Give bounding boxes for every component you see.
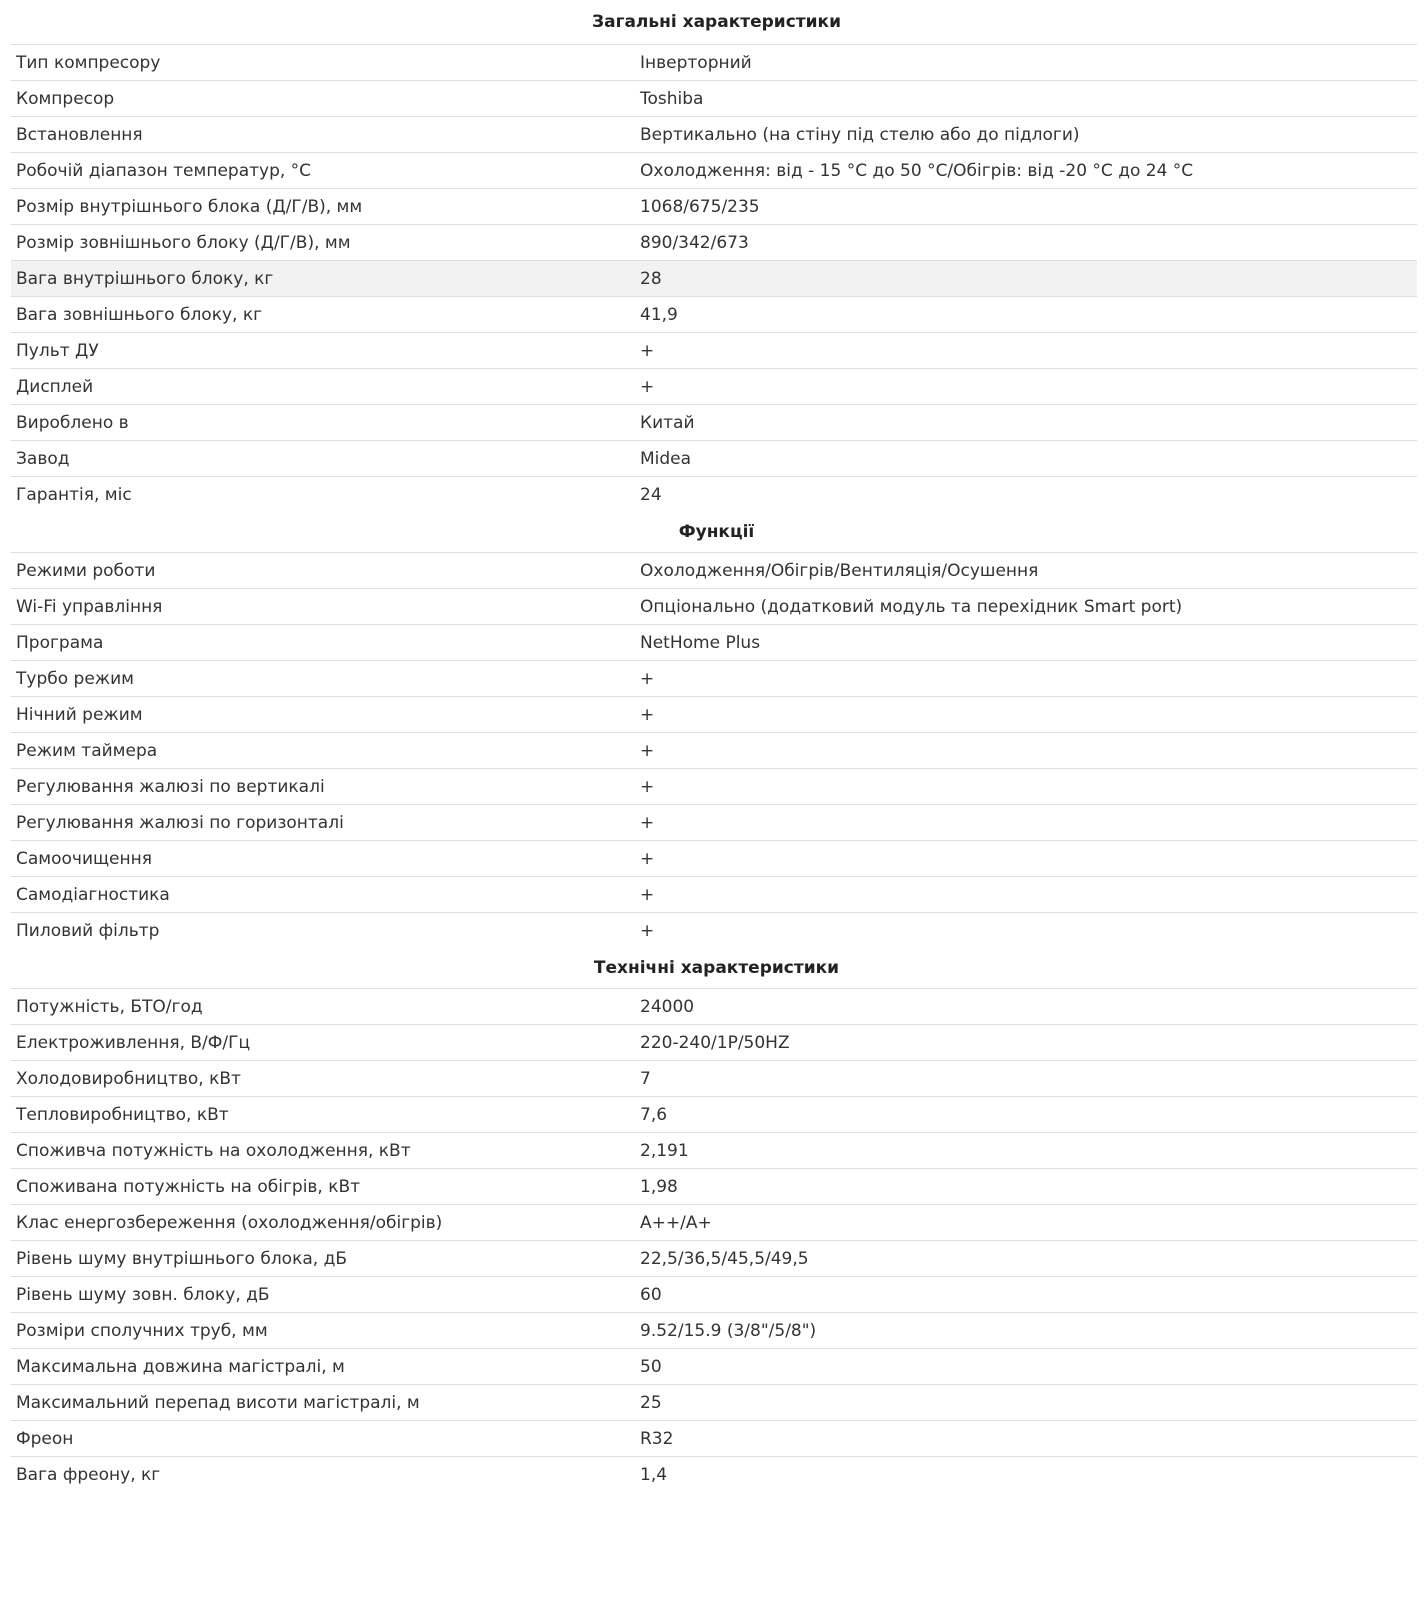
spec-row: [11, 153, 1417, 189]
spec-value: 60: [635, 1277, 1417, 1313]
spec-row: [11, 589, 1417, 625]
spec-value: Вертикально (на стіну під стелю або до підлоги): [635, 117, 1417, 153]
spec-value: A++/A+: [635, 1205, 1417, 1241]
spec-label: Вага фреону, кг: [16, 1464, 161, 1485]
spec-row: [11, 805, 1417, 841]
spec-row: [11, 769, 1417, 805]
spec-row: [11, 297, 1417, 333]
spec-label: Нічний режим: [11, 697, 635, 733]
spec-label: Компресор: [11, 81, 635, 117]
spec-label: Фреон: [11, 1421, 635, 1457]
spec-label: Рівень шуму внутрішнього блока, дБ: [11, 1241, 635, 1277]
section-title: Загальні характеристики: [11, 0, 1417, 45]
spec-row: [11, 697, 1417, 733]
spec-row: [11, 189, 1417, 225]
spec-value: 220-240/1P/50HZ: [635, 1025, 1417, 1061]
spec-row: [11, 441, 1417, 477]
spec-label: Встановлення: [11, 117, 635, 153]
spec-label: Потужність, БТО/год: [11, 989, 635, 1025]
spec-label: Регулювання жалюзі по горизонталі: [11, 805, 635, 841]
spec-row: [11, 1241, 1417, 1277]
spec-label: Клас енергозбереження (охолодження/обігрів): [11, 1205, 635, 1241]
spec-label: Тепловиробництво, кВт: [11, 1097, 635, 1133]
spec-row: [11, 1169, 1417, 1205]
spec-row: [11, 261, 1417, 297]
section-header-row: [11, 948, 1417, 989]
spec-value: Охолодження/Обігрів/Вентиляція/Осушення: [635, 553, 1417, 589]
section-title: Технічні характеристики: [11, 948, 1417, 989]
spec-value: 7,6: [635, 1097, 1417, 1133]
spec-label: Самодіагностика: [11, 877, 635, 913]
spec-row: [11, 1277, 1417, 1313]
spec-label: Пульт ДУ: [11, 333, 635, 369]
spec-value: 2,191: [635, 1133, 1417, 1169]
spec-row: [11, 1025, 1417, 1061]
spec-value: 50: [635, 1349, 1417, 1385]
spec-label: Wi-Fi управління: [11, 589, 635, 625]
spec-label: Максимальний перепад висоти магістралі, м: [11, 1385, 635, 1421]
spec-label: Тип компресору: [11, 45, 635, 81]
spec-value: +: [635, 661, 1417, 697]
spec-row: [11, 625, 1417, 661]
spec-row: [11, 1061, 1417, 1097]
spec-row: [11, 477, 1417, 513]
spec-row: [11, 225, 1417, 261]
spec-value: 41,9: [635, 297, 1417, 333]
spec-label: Регулювання жалюзі по вертикалі: [11, 769, 635, 805]
spec-value: Midea: [635, 441, 1417, 477]
spec-label: Самоочищення: [11, 841, 635, 877]
spec-row: [11, 989, 1417, 1025]
spec-label: Споживана потужність на обігрів, кВт: [11, 1169, 635, 1205]
spec-row: [11, 877, 1417, 913]
spec-value: 890/342/673: [635, 225, 1417, 261]
spec-value: +: [635, 805, 1417, 841]
spec-row: [11, 1133, 1417, 1169]
spec-row: [11, 661, 1417, 697]
spec-row: [11, 913, 1417, 949]
spec-label: Робочій діапазон температур, °С: [11, 153, 635, 189]
spec-row: [11, 405, 1417, 441]
spec-value: 7: [635, 1061, 1417, 1097]
spec-row: [11, 1421, 1417, 1457]
spec-value: 28: [635, 261, 1417, 297]
spec-row: [11, 1313, 1417, 1349]
spec-label: Розмір зовнішнього блоку (Д/Г/В), мм: [11, 225, 635, 261]
spec-label: Вироблено в: [11, 405, 635, 441]
spec-value: Китай: [635, 405, 1417, 441]
spec-value: +: [640, 920, 655, 941]
spec-value: +: [635, 333, 1417, 369]
spec-label: Розміри сполучних труб, мм: [11, 1313, 635, 1349]
spec-row: [11, 1205, 1417, 1241]
spec-label: Дисплей: [11, 369, 635, 405]
spec-row: [11, 369, 1417, 405]
spec-label: Турбо режим: [11, 661, 635, 697]
section-header-row: [11, 0, 1417, 45]
spec-label: Завод: [11, 441, 635, 477]
spec-value: +: [635, 877, 1417, 913]
spec-label: Гарантія, міс: [16, 484, 132, 505]
spec-label: Вага зовнішнього блоку, кг: [11, 297, 635, 333]
spec-label: Режим таймера: [11, 733, 635, 769]
spec-value: 1,4: [640, 1464, 668, 1485]
spec-value: Охолодження: від - 15 °С до 50 °С/Обігрів: від -20 °С до 24 °С: [635, 153, 1417, 189]
spec-row: [11, 1457, 1417, 1493]
spec-value: Інверторний: [635, 45, 1417, 81]
specs-table-body: [11, 0, 1417, 1492]
spec-value: +: [635, 733, 1417, 769]
spec-row: [11, 81, 1417, 117]
section-title: Функції: [11, 512, 1417, 553]
spec-label: Електроживлення, В/Ф/Гц: [11, 1025, 635, 1061]
spec-label: Холодовиробництво, кВт: [11, 1061, 635, 1097]
spec-row: [11, 553, 1417, 589]
spec-row: [11, 733, 1417, 769]
spec-label: Вага внутрішнього блоку, кг: [11, 261, 635, 297]
spec-value: 9.52/15.9 (3/8"/5/8"): [635, 1313, 1417, 1349]
spec-label: Режими роботи: [11, 553, 635, 589]
spec-value: Опціонально (додатковий модуль та перехідник Smart port): [635, 589, 1417, 625]
spec-row: [11, 45, 1417, 81]
spec-value: Toshiba: [635, 81, 1417, 117]
spec-row: [11, 333, 1417, 369]
spec-value: 22,5/36,5/45,5/49,5: [635, 1241, 1417, 1277]
spec-row: [11, 1349, 1417, 1385]
spec-value: +: [635, 841, 1417, 877]
spec-value: +: [635, 369, 1417, 405]
spec-value: 1,98: [635, 1169, 1417, 1205]
section-header-row: [11, 512, 1417, 553]
spec-value: R32: [635, 1421, 1417, 1457]
spec-label: Пиловий фільтр: [16, 920, 160, 941]
spec-label: Розмір внутрішнього блока (Д/Г/В), мм: [11, 189, 635, 225]
spec-value: 1068/675/235: [635, 189, 1417, 225]
spec-value: 24000: [635, 989, 1417, 1025]
spec-value: NetHome Plus: [635, 625, 1417, 661]
spec-label: Програма: [11, 625, 635, 661]
spec-value: 24: [640, 484, 662, 505]
spec-value: +: [635, 697, 1417, 733]
spec-row: [11, 841, 1417, 877]
spec-label: Максимальна довжина магістралі, м: [11, 1349, 635, 1385]
spec-value: +: [635, 769, 1417, 805]
spec-label: Рівень шуму зовн. блоку, дБ: [11, 1277, 635, 1313]
specs-table: [11, 0, 1417, 1492]
spec-row: [11, 117, 1417, 153]
spec-row: [11, 1385, 1417, 1421]
spec-value: 25: [635, 1385, 1417, 1421]
spec-row: [11, 1097, 1417, 1133]
spec-label: Споживча потужність на охолодження, кВт: [11, 1133, 635, 1169]
